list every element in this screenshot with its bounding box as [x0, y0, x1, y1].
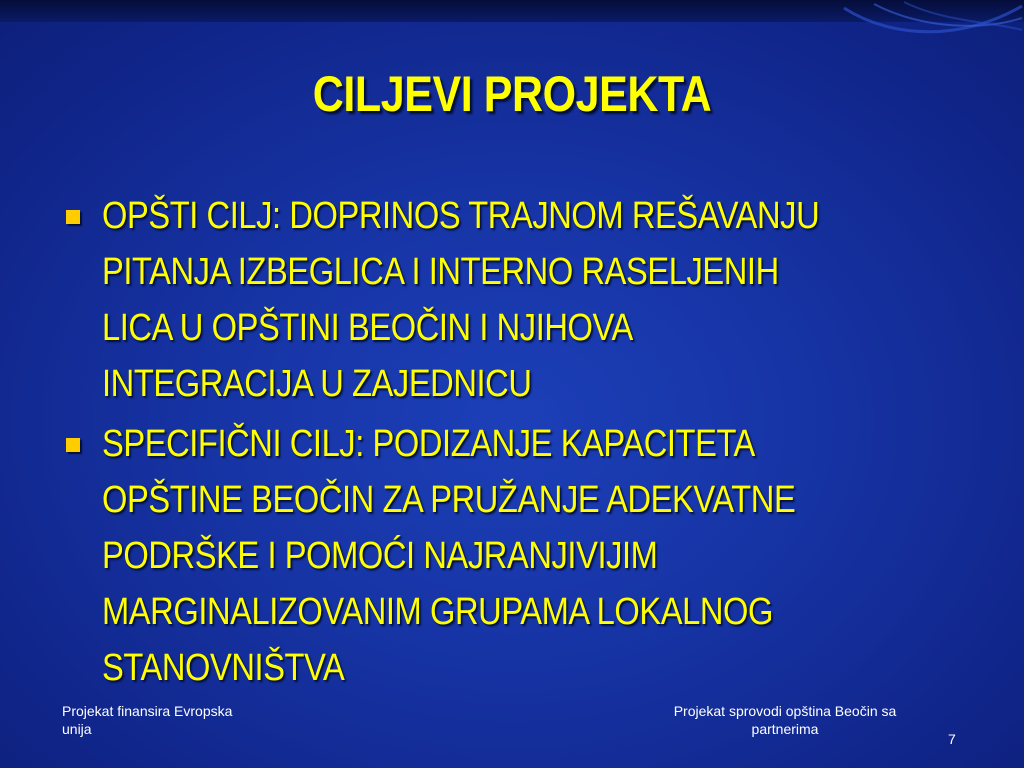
slide-title: CILJEVI PROJEKTA [312, 66, 712, 122]
square-bullet-icon [66, 438, 80, 452]
bullet-line: OPŠTI CILJ: DOPRINOS TRAJNOM REŠAVANJU [102, 195, 820, 237]
footer-left [62, 702, 302, 738]
bullet-line: PODRŠKE I POMOĆI NAJRANJIVIJIM [102, 535, 658, 577]
footer-left-line: unija [62, 721, 92, 737]
swirl-decoration-icon [834, 0, 1024, 70]
bullet-line: MARGINALIZOVANIM GRUPAMA LOKALNOG [102, 591, 774, 633]
footer-right-line: Projekat sprovodi opština Beočin sa [673, 703, 897, 719]
footer-right [630, 702, 940, 738]
footer-left-line: Projekat finansira Evropska [62, 703, 233, 719]
bullet-line: LICA U OPŠTINI BEOČIN I NJIHOVA [102, 307, 633, 349]
bullet-list [58, 188, 958, 700]
bullet-line: STANOVNIŠTVA [102, 647, 345, 689]
square-bullet-icon [66, 210, 80, 224]
bullet-line: INTEGRACIJA U ZAJEDNICU [102, 363, 532, 405]
bullet-line: OPŠTINE BEOČIN ZA PRUŽANJE ADEKVATNE [102, 479, 796, 521]
footer-right-line: partnerima [751, 721, 819, 737]
list-item [58, 416, 958, 696]
bullet-line: SPECIFIČNI CILJ: PODIZANJE KAPACITETA [102, 423, 755, 465]
bullet-line: PITANJA IZBEGLICA I INTERNO RASELJENIH [102, 251, 779, 293]
list-item [58, 188, 958, 412]
page-number: 7 [948, 731, 956, 747]
